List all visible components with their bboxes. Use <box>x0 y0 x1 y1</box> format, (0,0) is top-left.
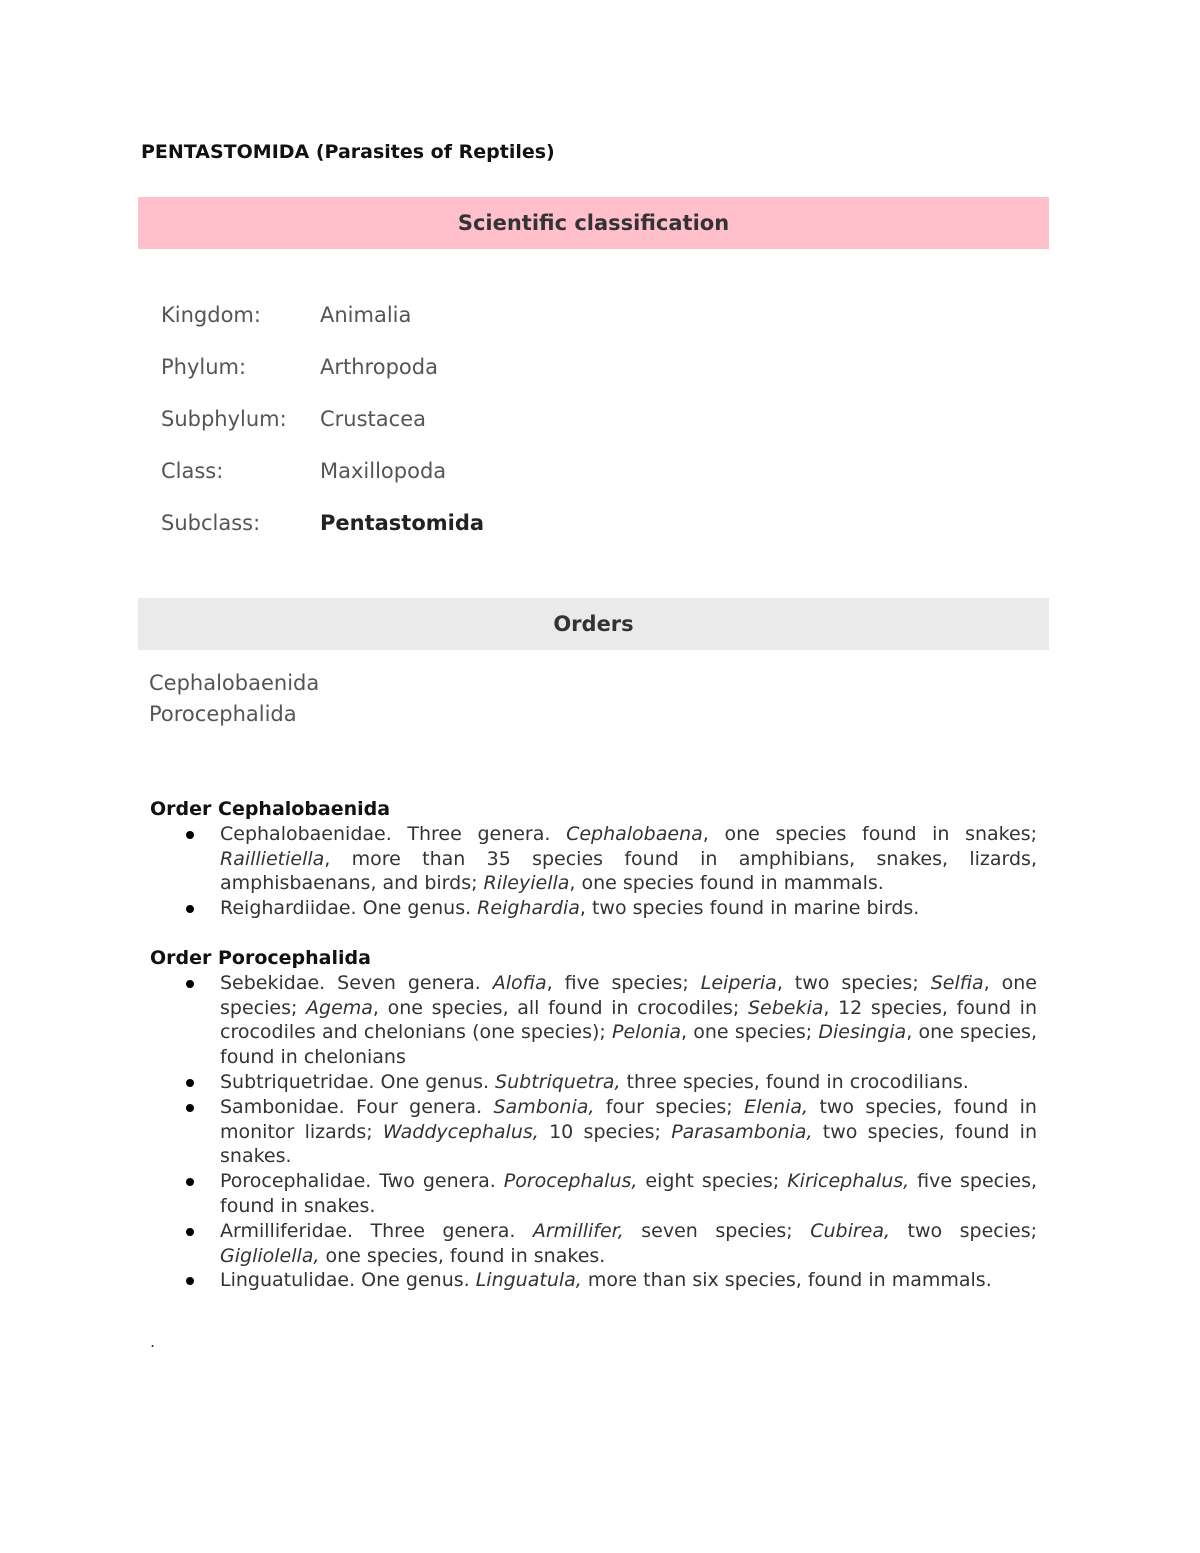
family-item <box>150 971 1037 1070</box>
family-text: Armilliferidae. Three genera. <box>220 1219 533 1242</box>
family-item <box>150 1219 1037 1269</box>
genus-name: Sebekia <box>747 996 824 1019</box>
classification-header: Scientific classification <box>138 197 1049 249</box>
rank-label: Subclass: <box>161 511 261 535</box>
family-text: two species, found in monitor lizards; <box>220 1095 1037 1143</box>
taxon-value: Pentastomida <box>320 511 485 535</box>
family-text: Sambonidae. Four genera. <box>220 1095 494 1118</box>
classification-row-phylum <box>161 346 484 398</box>
classification-row-subphylum <box>161 398 484 450</box>
section-heading: Order Porocephalida <box>150 947 371 969</box>
section-order-cephalobaenida <box>150 797 1037 921</box>
taxon-value: Maxillopoda <box>320 459 447 483</box>
family-text: one species, found in snakes. <box>319 1244 606 1267</box>
family-text: three species, found in crocodilians. <box>620 1070 969 1093</box>
bullet-icon <box>186 1277 194 1285</box>
family-text: , one species, all found in crocodiles; <box>372 996 748 1019</box>
rank-label: Class: <box>161 459 224 483</box>
family-text: four species; <box>594 1095 745 1118</box>
genus-name: Porocephalus, <box>503 1170 638 1193</box>
family-text: , five species; <box>546 971 701 994</box>
family-text: eight species; <box>637 1170 788 1193</box>
taxon-value: Animalia <box>320 303 412 327</box>
genus-name: Gigliolella, <box>220 1244 320 1267</box>
family-text: Porocephalidae. Two genera. <box>220 1170 504 1193</box>
family-text: , two species; <box>776 971 931 994</box>
genus-name: Armillifer, <box>532 1219 624 1242</box>
family-text: , 12 species, found in crocodiles and chelonians (one species); <box>220 996 1037 1044</box>
genus-name: Parasambonia, <box>671 1120 813 1143</box>
section-heading: Order Cephalobaenida <box>150 798 391 820</box>
taxon-value: Arthropoda <box>320 355 438 379</box>
family-text: Linguatulidae. One genus. <box>220 1269 476 1292</box>
bullet-icon <box>186 1079 194 1087</box>
family-text: two species; <box>890 1219 1038 1242</box>
family-text: , two species found in marine birds. <box>579 897 920 920</box>
family-text: two species, found in snakes. <box>220 1120 1037 1168</box>
family-list <box>150 822 1037 921</box>
genus-name: Agema <box>306 996 373 1019</box>
family-item <box>150 896 1037 921</box>
genus-name: Pelonia <box>612 1021 682 1044</box>
family-text: Reighardiidae. One genus. <box>220 897 478 920</box>
family-text: 10 species; <box>538 1120 672 1143</box>
section-order-porocephalida <box>150 946 1037 1293</box>
family-list <box>150 971 1037 1293</box>
genus-name: Alofia <box>492 971 547 994</box>
taxon-value: Crustacea <box>320 407 426 431</box>
family-text: , one species found in snakes; <box>702 822 1037 845</box>
family-text: , one species found in mammals. <box>569 872 884 895</box>
family-text: seven species; <box>623 1219 811 1242</box>
genus-name: Raillietiella <box>220 847 325 870</box>
family-text: , one species; <box>220 971 1037 1019</box>
genus-name: Waddycephalus, <box>382 1120 539 1143</box>
genus-name: Subtriquetra, <box>495 1070 621 1093</box>
bullet-icon <box>186 831 194 839</box>
bullet-icon <box>186 905 194 913</box>
family-text: Cephalobaenidae. Three genera. <box>220 822 567 845</box>
classification-row-kingdom <box>161 294 484 346</box>
trailing-mark: . <box>150 1332 156 1351</box>
family-item <box>150 1268 1037 1293</box>
order-item: Cephalobaenida <box>149 671 320 695</box>
genus-name: Cephalobaena <box>566 822 703 845</box>
bullet-icon <box>186 1228 194 1236</box>
family-text: , more than 35 species found in amphibians, snakes, lizards, amphisbaenans, and birds; <box>220 847 1037 895</box>
bullet-icon <box>186 1104 194 1112</box>
genus-name: Cubirea, <box>810 1219 891 1242</box>
family-item <box>150 822 1037 896</box>
family-text: Subtriquetridae. One genus. <box>220 1070 496 1093</box>
family-text: Sebekidae. Seven genera. <box>220 971 493 994</box>
genus-name: Sambonia, <box>493 1095 595 1118</box>
family-item <box>150 1169 1037 1219</box>
bullet-icon <box>186 1178 194 1186</box>
document-title: PENTASTOMIDA (Parasites of Reptiles) <box>141 141 555 163</box>
family-text: five species, found in snakes. <box>220 1170 1038 1217</box>
genus-name: Rileyiella <box>483 872 570 895</box>
genus-name: Reighardia <box>477 897 580 920</box>
genus-name: Kiricephalus, <box>787 1170 910 1193</box>
rank-label: Phylum: <box>161 355 247 379</box>
genus-name: Diesingia <box>818 1021 907 1044</box>
family-item <box>150 1070 1037 1095</box>
genus-name: Selfia <box>930 971 984 994</box>
rank-label: Subphylum: <box>161 407 287 431</box>
bullet-icon <box>186 980 194 988</box>
classification-row-class <box>161 450 484 502</box>
classification-table <box>161 294 484 554</box>
family-text: more than six species, found in mammals. <box>581 1269 992 1292</box>
classification-row-subclass <box>161 502 484 554</box>
family-item <box>150 1095 1037 1169</box>
family-text: , one species; <box>681 1021 819 1044</box>
genus-name: Linguatula, <box>475 1269 582 1292</box>
order-item: Porocephalida <box>149 702 297 726</box>
genus-name: Leiperia <box>700 971 777 994</box>
orders-list <box>149 668 319 730</box>
rank-label: Kingdom: <box>161 303 261 327</box>
genus-name: Elenia, <box>744 1095 809 1118</box>
orders-header: Orders <box>138 598 1049 650</box>
family-text: , one species, found in chelonians <box>220 1021 1037 1069</box>
